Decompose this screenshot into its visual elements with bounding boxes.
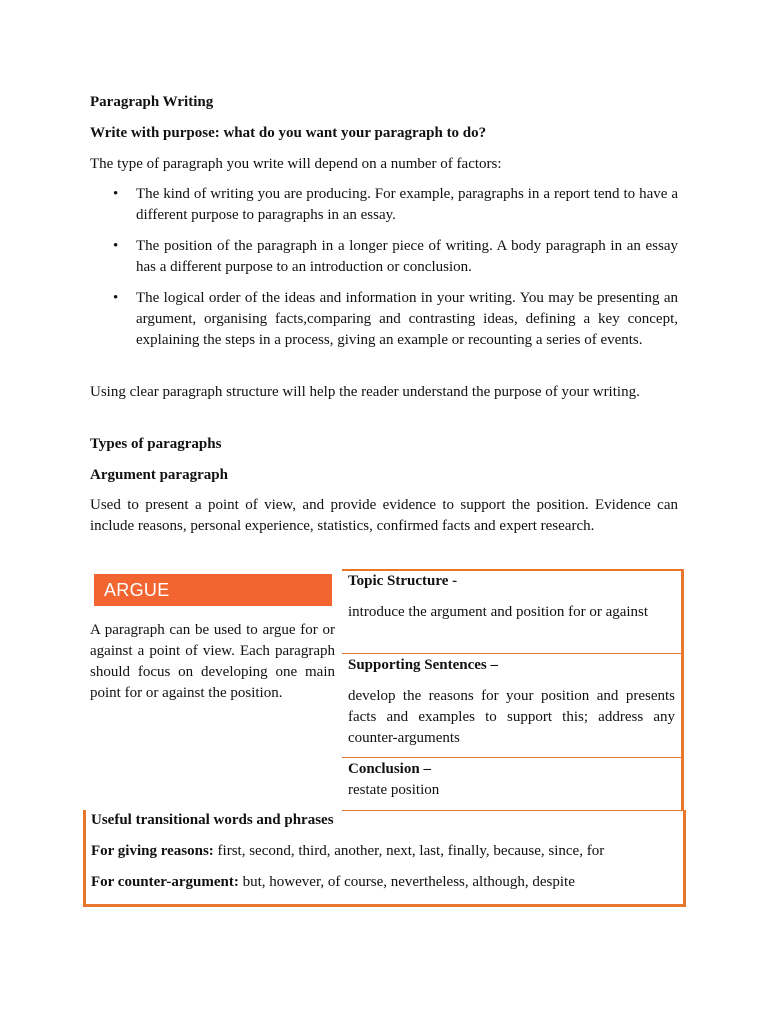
supporting-cell [348, 655, 675, 749]
transitions-heading: Useful transitional words and phrases [91, 812, 334, 828]
transitions-box [83, 810, 686, 907]
list-item-text: The position of the paragraph in a longer piece of writing. A body paragraph in an essay has a different purpose to an introduction or conclusion. [136, 238, 678, 275]
page-subtitle: Write with purpose: what do you want your paragraph to do? [90, 125, 487, 141]
list-item [90, 288, 678, 351]
counter-line [91, 872, 681, 893]
argument-heading: Argument paragraph [90, 467, 228, 483]
types-heading: Types of paragraphs [90, 436, 222, 452]
argument-paragraph: Used to present a point of view, and provide evidence to support the position. Evidence can include reasons, personal experience, statistics, confirmed facts and expert research. [90, 497, 678, 534]
table-divider [342, 653, 684, 654]
argue-banner [94, 574, 332, 606]
structure-table [342, 569, 684, 810]
page-title: Paragraph Writing [90, 94, 214, 110]
supporting-text: develop the reasons for your position and presents facts and examples to support this; address any counter-arguments [348, 688, 675, 746]
list-item [90, 236, 678, 278]
list-item [90, 184, 678, 226]
reasons-label: For giving reasons: [91, 843, 214, 859]
clear-structure-paragraph: Using clear paragraph structure will help the reader understand the purpose of your writing. [90, 384, 640, 400]
bullet-icon: • [113, 290, 119, 306]
topic-label: Topic Structure - [348, 573, 458, 589]
topic-cell [348, 571, 675, 623]
topic-text: introduce the argument and position for or against [348, 604, 649, 620]
supporting-label: Supporting Sentences – [348, 657, 499, 673]
list-item-text: The logical order of the ideas and information in your writing. You may be presenting an argument, organising facts,comparing and contrasting ideas, defining a key concept, explaining the steps in a process, giving an example or recounting a series of events. [136, 290, 678, 348]
reasons-line [91, 841, 681, 862]
counter-label: For counter-argument: [91, 874, 239, 890]
reasons-text: first, second, third, another, next, last, finally, because, since, for [213, 843, 605, 859]
conclusion-label: Conclusion – [348, 761, 431, 777]
list-item-text: The kind of writing you are producing. For example, paragraphs in a report tend to have a different purpose to paragraphs in an essay. [136, 186, 678, 223]
conclusion-cell [348, 759, 675, 801]
table-divider [342, 757, 684, 758]
bullet-icon: • [113, 186, 119, 202]
bullet-icon: • [113, 238, 119, 254]
intro-text: The type of paragraph you write will depend on a number of factors: [90, 156, 502, 172]
argue-description: A paragraph can be used to argue for or against a point of view. Each paragraph should focus on developing one main point for or against the position. [90, 622, 335, 701]
argue-label: ARGUE [104, 580, 170, 600]
counter-text: but, however, of course, nevertheless, although, despite [238, 874, 575, 890]
factor-list [90, 184, 678, 361]
conclusion-text: restate position [348, 782, 440, 798]
